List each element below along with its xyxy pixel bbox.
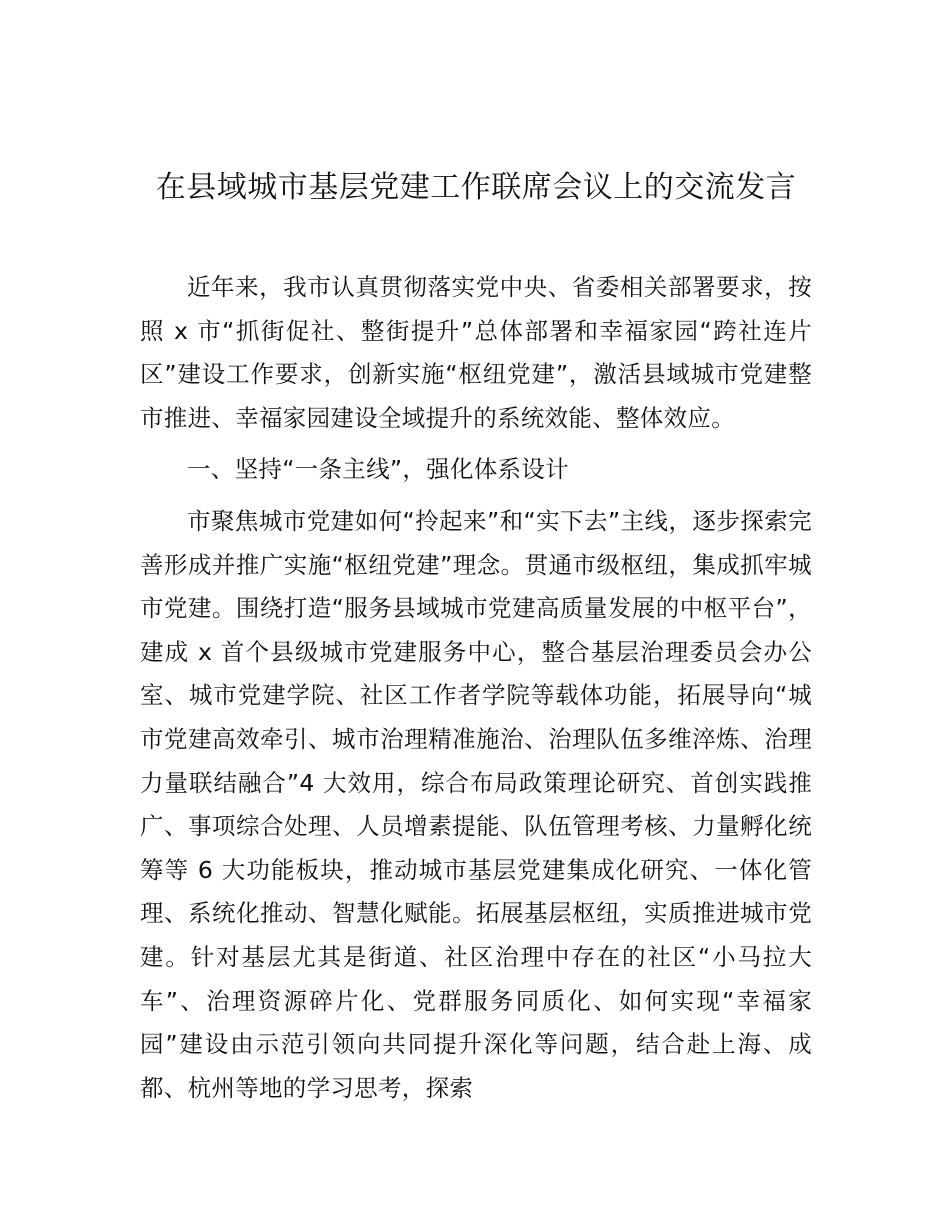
document-body [140,266,812,1110]
section-one-paragraph: 市聚焦城市党建如何“拎起来”和“实下去”主线，逐步探索完善形成并推广实施“枢纽党建”理念。贯通市级枢纽，集成抓牢城市党建。围绕打造“服务县域城市党建高质量发展的中枢平台”，建成 x 首个县级城市党建服务中心，整合基层治理委员会办公室、城市党建学院、社区工作者学院等载体功能，拓展导向“城市党建高效牵引、城市治理精准施治、治理队伍多维淬炼、治理力量联结融合”4 大效用，综合布局政策理论研究、首创实践推广、事项综合处理、人员增素提能、队伍管理考核、力量孵化统筹等 6 大功能板块，推动城市基层党建集成化研究、一体化管理、系统化推动、智慧化赋能。拓展基层枢纽，实质推进城市党建。针对基层尤其是街道、社区治理中存在的社区“小马拉大车”、治理资源碎片化、党群服务同质化、如何实现“幸福家园”建设由示范引领向共同提升深化等问题，结合赴上海、成都、杭州等地的学习思考，探索 [140,506,812,1102]
intro-paragraph: 近年来，我市认真贯彻落实党中央、省委相关部署要求，按照 x 市“抓街促社、整街提升”总体部署和幸福家园“跨社连片区”建设工作要求，创新实施“枢纽党建”，激活县域城市党建整市推进、幸福家园建设全域提升的系统效能、整体效应。 [140,273,812,432]
section-one-heading: 一、坚持“一条主线”，强化体系设计 [187,455,569,484]
document-title: 在县域城市基层党建工作联席会议上的交流发言 [155,170,797,205]
